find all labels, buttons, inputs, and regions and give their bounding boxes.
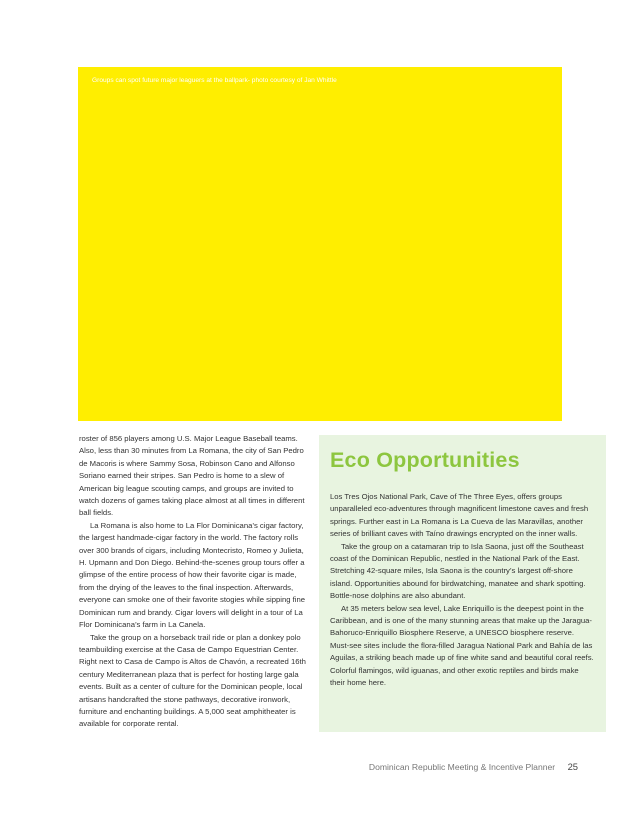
eco-paragraph: At 35 meters below sea level, Lake Enriquillo is the deepest point in the Caribbean, and is one of the many stunning areas that make up the Jaragua-Bahoruco-Enriquillo Biosphere Reserve, a UNESCO biosphere reserve. Must-see sites include the flora-filled Jaragua National Park and Bahía de las Aguilas, a striking beach made up of fine white sand and beautiful coral reefs. Colorful flamingos, wild iguanas, and other exotic reptiles and birds make their home here. bbox=[330, 603, 594, 688]
eco-opportunities-sidebar bbox=[319, 435, 606, 732]
body-paragraph: Take the group on a horseback trail ride or plan a donkey polo teambuilding exercise at the Casa de Campo Equestrian Center. Right next to Casa de Campo is Altos de Chavón, a recreated 16th century Mediterranean plaza that is perfect for hosting large gala events. Built as a center of culture for the Dominican people, local artisans handcrafted the stone pathways, decorative ironwork, furniture and enchanting buildings. A 5,000 seat amphitheater is available for corporate rental. bbox=[79, 632, 306, 729]
page-number: 25 bbox=[567, 761, 578, 772]
page-footer bbox=[300, 761, 578, 773]
body-paragraph: roster of 856 players among U.S. Major League Baseball teams. Also, less than 30 minutes from La Romana, the city of San Pedro de Macoris is where Sammy Sosa, Robinson Cano and Alfonso Soriano earned their stripes. San Pedro is home to a slew of American big league scouting camps, and groups are invited to watch dozens of games taking place almost at all times in different ball fields. bbox=[79, 434, 305, 518]
eco-body bbox=[330, 491, 594, 690]
publication-title: Dominican Republic Meeting & Incentive Planner bbox=[368, 762, 556, 772]
body-paragraph: La Romana is also home to La Flor Dominicana’s cigar factory, the largest handmade-cigar factory in the world. The factory rolls over 300 brands of cigars, including Montecristo, Romeo y Julieta, H. Upmann and Don Diego. Behind-the-scenes group tours offer a glimpse of the entire process of how their favorite cigar is made, from the drying of the leaves to the final inspection. Afterwards, everyone can smoke one of their favorite stogies while sipping fine Dominican rum and brandy. Cigar lovers will delight in a tour of La Flor Dominicana’s farm in La Canela. bbox=[79, 520, 306, 630]
eco-paragraph: Take the group on a catamaran trip to Isla Saona, just off the Southeast coast of the Dominican Republic, nestled in the National Park of the East. Stretching 42-square miles, Isla Saona is the country’s largest off-shore island. Opportunities abound for birdwatching, manatee and shark spotting. Bottle-nose dolphins are also abundant. bbox=[330, 541, 586, 601]
eco-paragraph: Los Tres Ojos National Park, Cave of The Three Eyes, offers groups unparalleled eco-adventures through magnificent limestone caves and fresh springs. Further east in La Romana is La Cueva de las Maravillas, another series of brilliant caves with Taíno drawings encrypted on the inner walls. bbox=[330, 492, 589, 539]
left-column bbox=[79, 433, 310, 731]
photo-placeholder bbox=[78, 67, 562, 421]
photo-caption: Groups can spot future major leaguers at the ballpark- photo courtesy of Jan Whittle bbox=[92, 77, 337, 84]
eco-title: Eco Opportunities bbox=[330, 448, 520, 472]
